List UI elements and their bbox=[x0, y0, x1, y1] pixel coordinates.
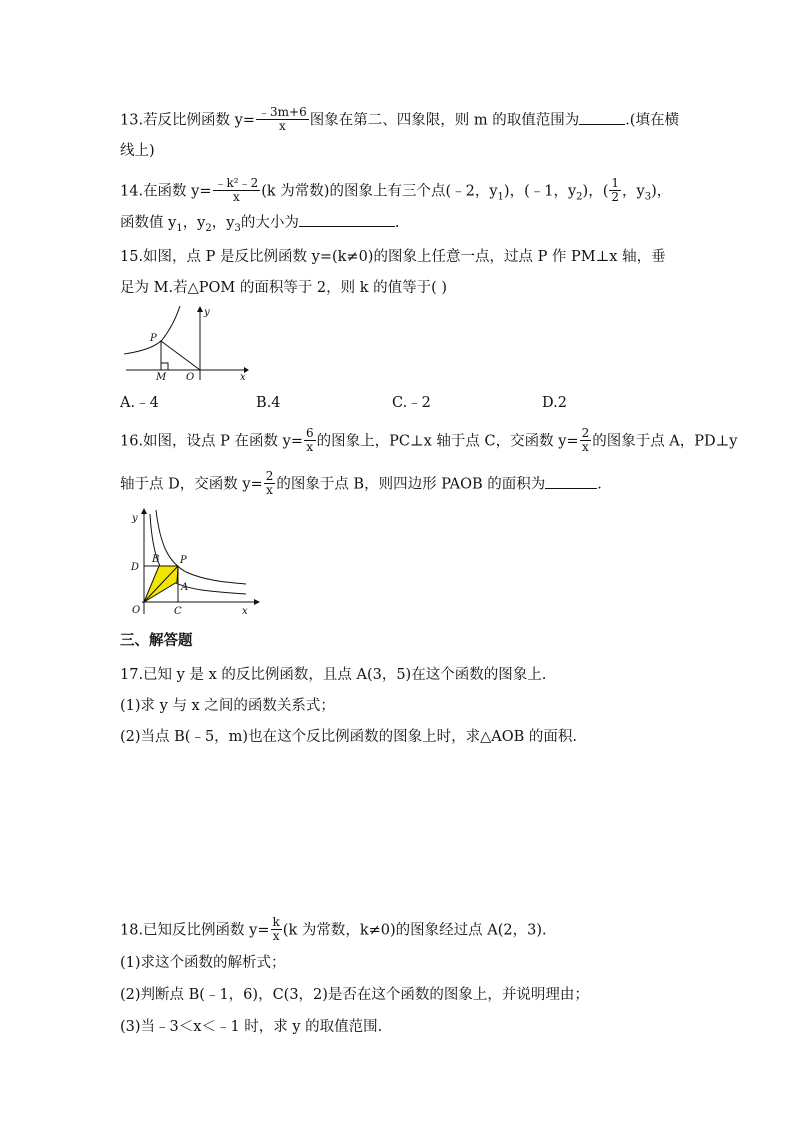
q15-figure bbox=[118, 304, 250, 382]
q13-fraction bbox=[256, 106, 309, 133]
q16-label-x: x bbox=[242, 606, 248, 617]
q15-label-y: y bbox=[204, 307, 210, 318]
q18-text-pre: 18.已知反比例函数 y= bbox=[120, 922, 270, 939]
q16-fraction-2 bbox=[580, 427, 592, 454]
q16-y-arrow bbox=[141, 508, 147, 514]
q14-line2-mid: 的大小为 bbox=[240, 215, 299, 231]
q13-answer-blank[interactable] bbox=[579, 112, 625, 125]
q15-option-b[interactable]: B.4 bbox=[256, 395, 281, 411]
q18-frac-num: k bbox=[272, 915, 280, 929]
q18-fraction bbox=[271, 916, 282, 943]
q16-f1-den: x bbox=[304, 440, 316, 454]
q16-label-c: C bbox=[174, 606, 182, 617]
q15-label-x: x bbox=[240, 372, 246, 382]
q14-line2-pre: 函数值 y bbox=[120, 215, 177, 231]
q15-label-m: M bbox=[156, 372, 167, 382]
q16-text-pre: 16.如图，设点 P 在函数 y= bbox=[120, 433, 303, 450]
q14-frac-num: ﹣k²﹣2 bbox=[214, 176, 259, 190]
q15-label-p: P bbox=[150, 333, 157, 344]
q16-label-d: D bbox=[131, 562, 140, 573]
q16-text-end: 的图象于点 A，PD⊥y bbox=[592, 433, 738, 450]
q14-text-point1: (k 为常数)的图象上有三个点(﹣2，y bbox=[261, 183, 498, 200]
q16-f1-num: 6 bbox=[305, 426, 314, 440]
q13-frac-den: x bbox=[256, 119, 309, 133]
q18-line1 bbox=[120, 917, 547, 944]
q13-number: 13. bbox=[120, 112, 144, 129]
q14-half-num: 1 bbox=[611, 176, 620, 190]
q14-fraction bbox=[213, 177, 261, 204]
q16-f3-den: x bbox=[264, 483, 276, 497]
q13-line2: 线上) bbox=[120, 143, 155, 159]
q15-segment-po bbox=[161, 341, 200, 370]
q16-line2-pre: 轴于点 D，交函数 y= bbox=[120, 476, 263, 493]
q18-line2: (1)求这个函数的解析式； bbox=[120, 955, 286, 971]
q15-line2: 足为 M.若△POM 的面积等于 2，则 k 的值等于( ) bbox=[120, 280, 448, 296]
q16-line1 bbox=[120, 428, 738, 455]
q16-line2-post: 的图象于点 B，则四边形 PAOB 的面积为 bbox=[276, 476, 546, 493]
q16-f3-num: 2 bbox=[265, 469, 274, 483]
q15-line1: 15.如图，点 P 是反比例函数 y=(k≠0)的图象上任意一点，过点 P 作 PM⊥x 轴，垂 bbox=[120, 249, 666, 265]
q14-line2: 函数值 $y_1$，$y_2$，$y_3$的大小为 . bbox=[120, 215, 400, 234]
q16-f2-num: 2 bbox=[581, 426, 590, 440]
q16-fraction-1 bbox=[304, 427, 316, 454]
q18-text-post: (k 为常数，k≠0)的图象经过点 A(2，3). bbox=[282, 922, 547, 939]
q16-label-p: P bbox=[180, 555, 187, 566]
q14-text-point3-open: ，( bbox=[588, 183, 609, 200]
q14-half-fraction bbox=[609, 177, 621, 204]
section-title-answer-questions: 三、解答题 bbox=[120, 633, 193, 649]
q14-text-point3: ，y bbox=[622, 183, 645, 200]
q16-label-o: O bbox=[132, 605, 141, 616]
q16-line2 bbox=[120, 471, 602, 498]
q18-frac-den: x bbox=[271, 929, 282, 943]
q15-curve bbox=[124, 306, 180, 354]
q15-right-angle bbox=[161, 363, 168, 370]
q16-x-arrow bbox=[254, 599, 260, 605]
q18-line4: (3)当﹣3＜x＜﹣1 时，求 y 的取值范围. bbox=[120, 1019, 383, 1035]
q16-fraction-3 bbox=[264, 470, 276, 497]
q16-answer-blank[interactable] bbox=[545, 476, 597, 489]
q16-text-mid: 的图象上，PC⊥x 轴于点 C，交函数 y= bbox=[316, 433, 579, 450]
q16-f2-den: x bbox=[580, 440, 592, 454]
q16-label-a: A bbox=[181, 582, 189, 593]
q13-text-tail: .(填在横 bbox=[625, 112, 679, 129]
q18-line3: (2)判断点 B(﹣1，6)，C(3，2)是否在这个函数的图象上，并说明理由； bbox=[120, 987, 589, 1003]
q16-figure bbox=[126, 506, 262, 620]
q17-line3: (2)当点 B(﹣5，m)也在这个反比例函数的图象上时，求△AOB 的面积. bbox=[120, 729, 577, 745]
q15-option-a[interactable]: A.﹣4 bbox=[120, 395, 159, 411]
q14-frac-den: x bbox=[213, 190, 261, 204]
q13-text-pre: 若反比例函数 y= bbox=[143, 112, 256, 129]
q14-line2-end: . bbox=[394, 215, 400, 231]
q15-option-d[interactable]: D.2 bbox=[542, 395, 567, 411]
q16-line2-end: . bbox=[597, 476, 602, 493]
q13-text-post: 图象在第二、四象限，则 m 的取值范围为 bbox=[309, 112, 580, 129]
q16-label-y: y bbox=[132, 513, 138, 524]
q15-label-o: O bbox=[186, 372, 195, 382]
q14-text-point2: ，(﹣1，y bbox=[509, 183, 577, 200]
q14-half-den: 2 bbox=[611, 190, 620, 204]
q15-option-c[interactable]: C.﹣2 bbox=[392, 395, 431, 411]
q15-y-arrow bbox=[197, 306, 203, 312]
q14-answer-blank[interactable] bbox=[299, 214, 395, 227]
q14-number: 14. bbox=[120, 183, 144, 200]
q17-line2: (1)求 y 与 x 之间的函数关系式； bbox=[120, 698, 335, 714]
q17-line1: 17.已知 y 是 x 的反比例函数，且点 A(3，5)在这个函数的图象上. bbox=[120, 667, 547, 683]
q14-text-pre: 在函数 y= bbox=[143, 183, 212, 200]
q14-line1: 14.在函数 y= $\frac{\text{﹣k²﹣2}}{x}$ (k 为常数)的图象上有三个点(﹣2，$y_1$)，(﹣1，$y_2$)，( $\frac{1}{2}$ ，$y_3$)， bbox=[120, 176, 672, 204]
q13-line1 bbox=[120, 107, 679, 134]
q13-frac-num: ﹣3m+6 bbox=[258, 105, 307, 119]
q16-label-b: B bbox=[152, 554, 160, 565]
